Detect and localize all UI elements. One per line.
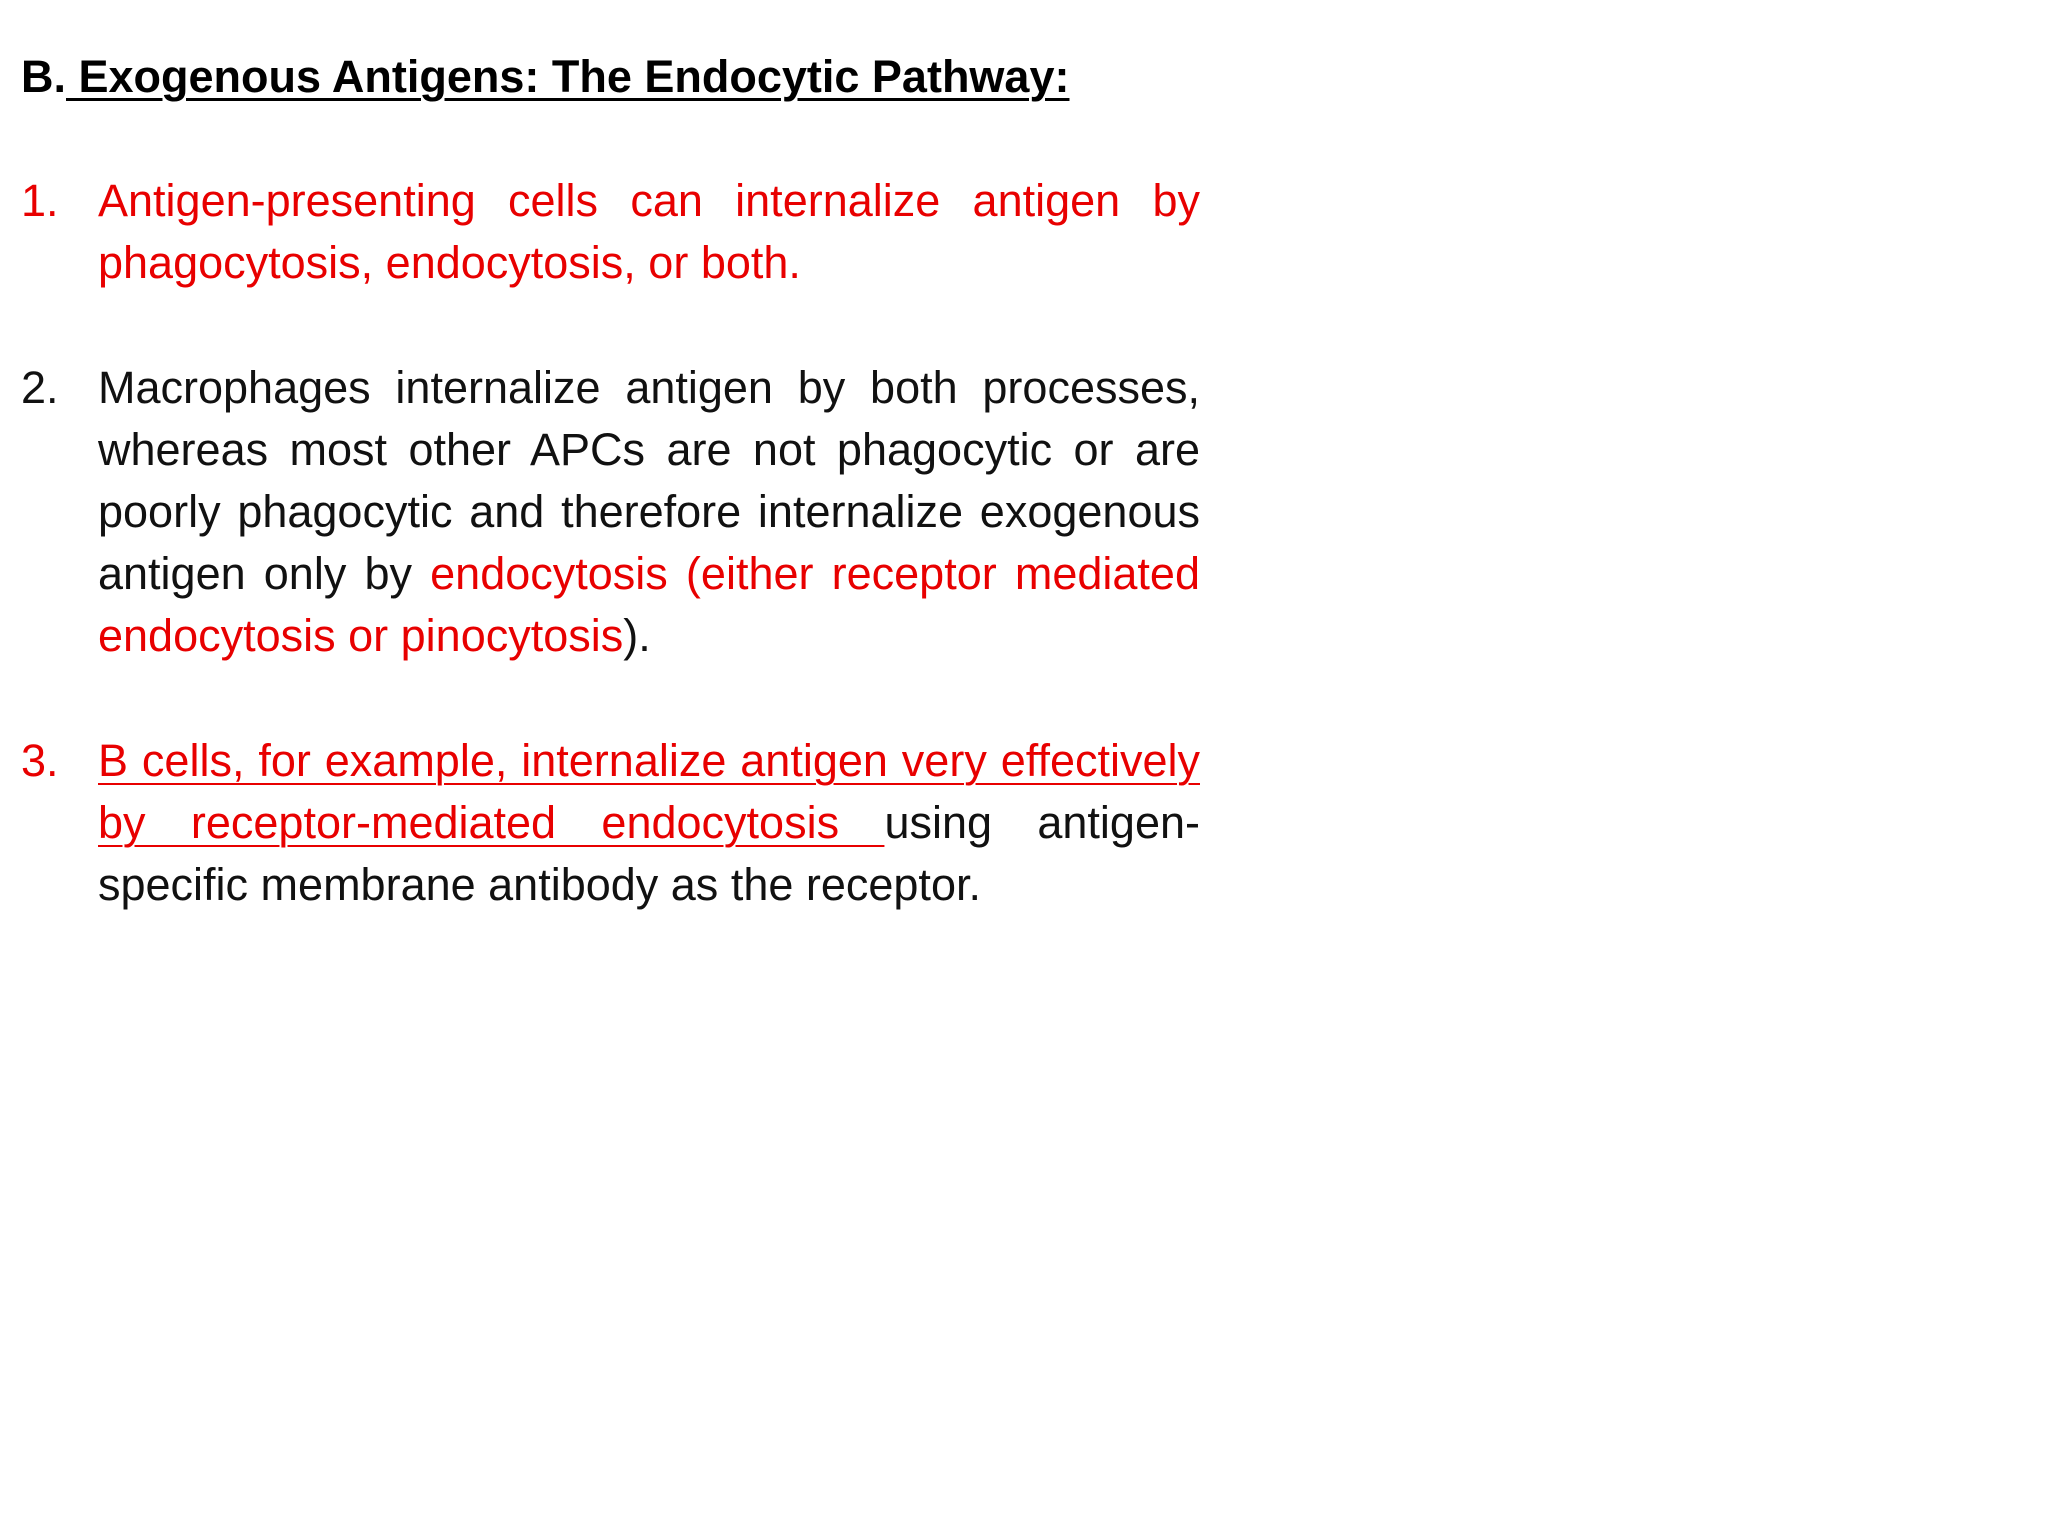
list-item-3-text-plain: using antigen-specific membrane antibody as the receptor. bbox=[98, 797, 1200, 910]
list-item-2-text-end: ). bbox=[623, 610, 651, 661]
heading-title: Exogenous Antigens: The Endocytic Pathway: bbox=[66, 51, 1070, 102]
list-item-1-number: 1. bbox=[21, 175, 59, 226]
list-item-3-number: 3. bbox=[21, 735, 59, 786]
list-item-2-text-plain: Macrophages internalize antigen by both processes, whereas most other APCs are not phagocytic or are poorly phagocytic and therefore internalize exogenous antigen only by bbox=[98, 362, 1200, 599]
slide-heading bbox=[21, 46, 1069, 108]
heading-prefix: B. bbox=[21, 51, 66, 102]
list-item-1-text: Antigen-presenting cells can internalize antigen by phagocytosis, endocytosis, or both. bbox=[98, 175, 1200, 288]
list-item-2-text bbox=[98, 357, 1200, 667]
list-item-2-text-highlight: endocytosis (either receptor mediated endocytosis or pinocytosis bbox=[98, 548, 1200, 661]
list-item-3-text bbox=[98, 730, 1200, 916]
list-item-3-text-highlight: B cells, for example, internalize antigen very effectively by receptor-mediated endocytosis bbox=[98, 735, 1200, 848]
list-item-2-number: 2. bbox=[21, 362, 59, 413]
